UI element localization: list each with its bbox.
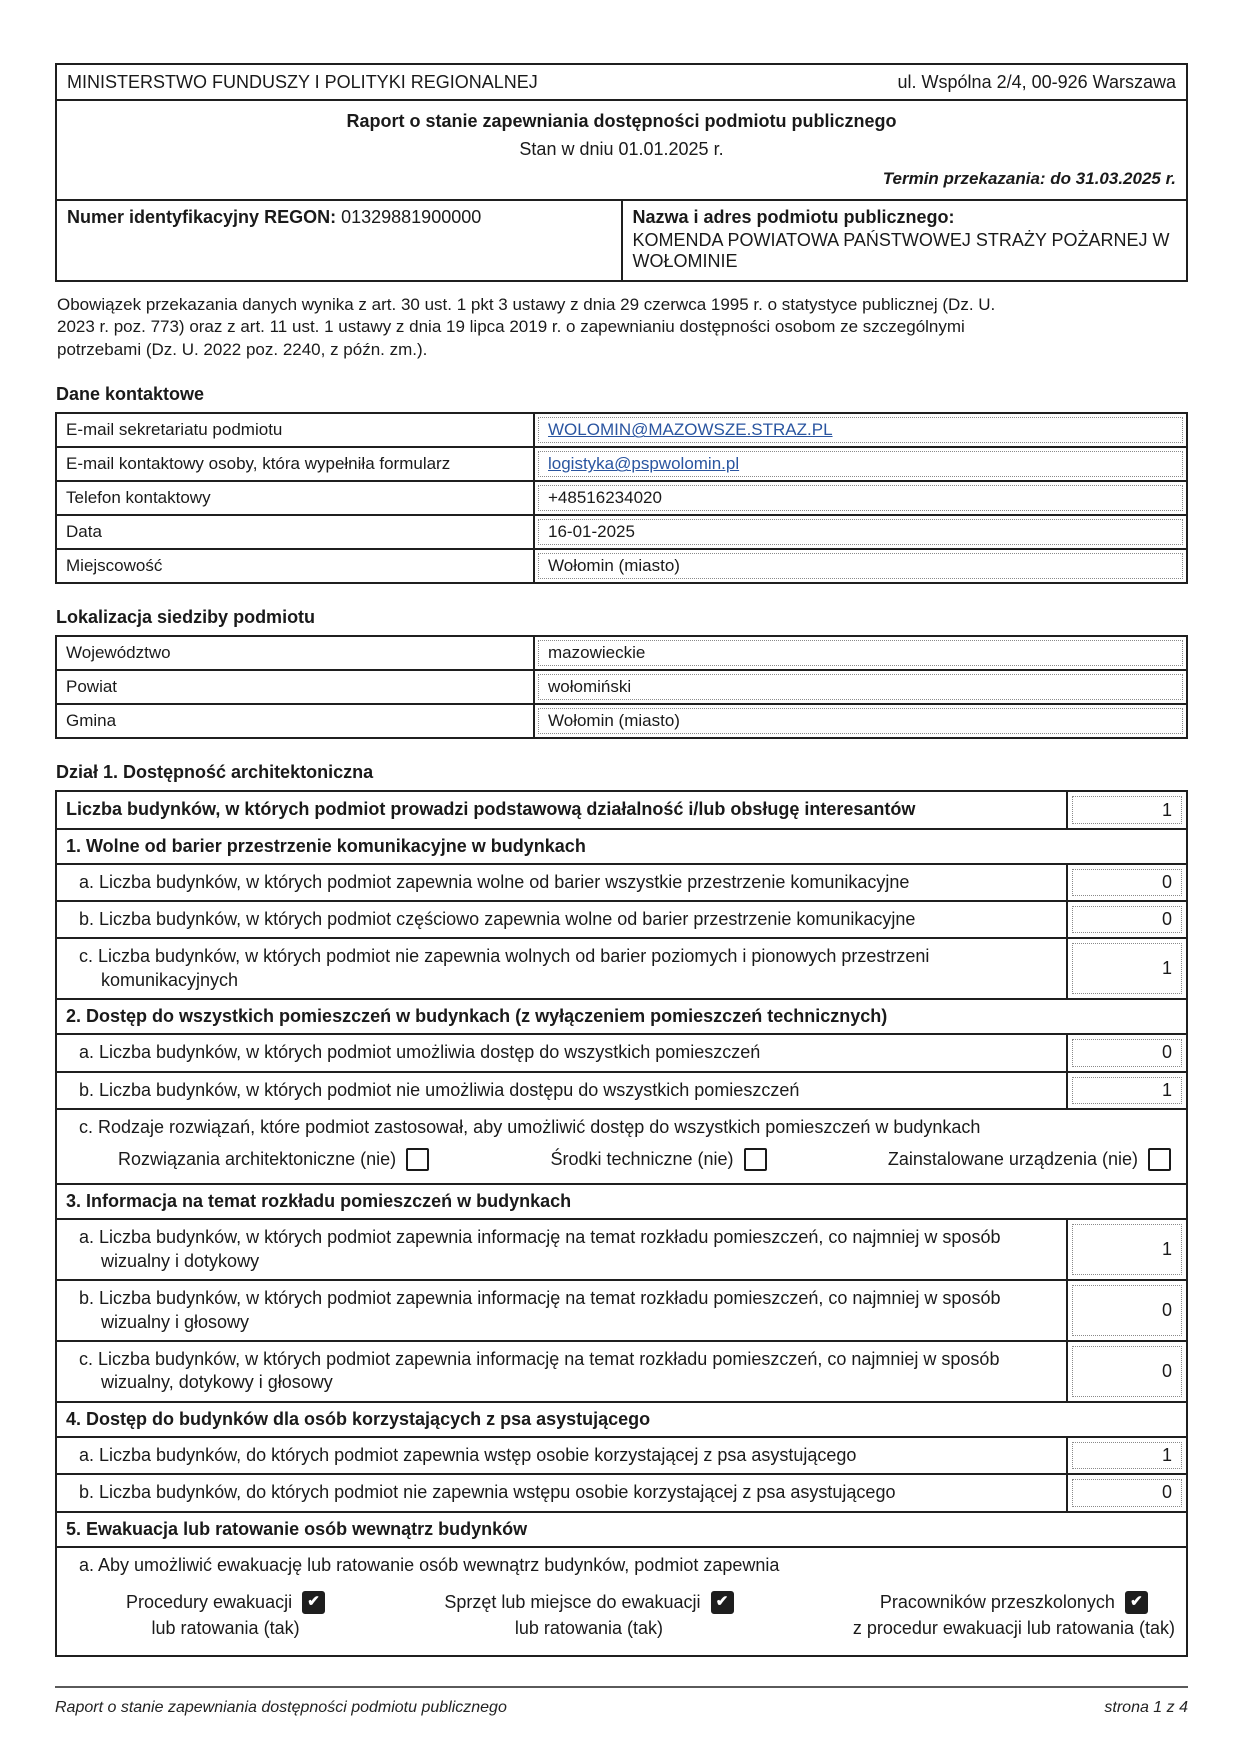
ministry-name: MINISTERSTWO FUNDUSZY I POLITYKI REGIONALNEJ <box>67 71 538 92</box>
city-value: Wołomin (miasto) <box>548 556 680 576</box>
evacuation-procedures-checkbox[interactable] <box>302 1591 325 1614</box>
report-content <box>55 63 1188 1657</box>
phone-value: +48516234020 <box>548 488 662 508</box>
status-date: Stan w dniu 01.01.2025 r. <box>519 139 724 159</box>
section1-table <box>55 790 1188 1657</box>
subsection-header: 1. Wolne od barier przestrzenie komunikacyjne w budynkach <box>56 829 1187 864</box>
checkbox-label: lub ratowania (tak) <box>514 1618 663 1639</box>
field-label: Powiat <box>56 670 534 704</box>
date-field[interactable] <box>538 519 1183 545</box>
voivodeship-field[interactable] <box>538 640 1183 666</box>
table-row <box>56 636 1187 670</box>
regon-label: Numer identyfikacyjny REGON: <box>67 207 337 227</box>
contact-email-link[interactable]: logistyka@pspwolomin.pl <box>548 454 740 474</box>
title-block <box>56 100 1187 200</box>
field-label: Województwo <box>56 636 534 670</box>
number-input[interactable]: 0 <box>1072 1479 1182 1506</box>
number-input[interactable]: 0 <box>1072 869 1182 896</box>
number-input[interactable]: 1 <box>1072 1224 1182 1275</box>
table-row <box>56 1437 1187 1474</box>
number-input[interactable]: 1 <box>1072 943 1182 994</box>
checkbox-item <box>118 1148 429 1171</box>
subsection-header: 2. Dostęp do wszystkich pomieszczeń w budynkach (z wyłączeniem pomieszczeń technicznych) <box>56 999 1187 1034</box>
section1-heading: Dział 1. Dostępność architektoniczna <box>56 762 374 783</box>
table-row <box>56 704 1187 738</box>
field-label: Gmina <box>56 704 534 738</box>
solutions-checkbox-line <box>66 1139 1177 1175</box>
table-row <box>56 1474 1187 1511</box>
question-text: c. Liczba budynków, w których podmiot zapewnia informację na temat rozkładu pomieszczeń, co najmniej w sposób wizualny, dotykowy i głosowy <box>56 1341 1067 1402</box>
question-text: a. Liczba budynków, w których podmiot zapewnia wolne od barier wszystkie przestrzenie komunikacyjne <box>56 864 1067 901</box>
table-row <box>56 1109 1187 1184</box>
footer-document-title: Raport o stanie zapewniania dostępności podmiotu publicznego <box>55 1699 507 1716</box>
question-text: a. Liczba budynków, do których podmiot zapewnia wstęp osobie korzystającej z psa asystującego <box>56 1437 1067 1474</box>
evacuation-row <box>56 1547 1187 1657</box>
table-row <box>56 938 1187 999</box>
question-text: a. Liczba budynków, w których podmiot zapewnia informację na temat rozkładu pomieszczeń, co najmniej w sposób wizualny i dotykowy <box>56 1219 1067 1280</box>
field-label: Miejscowość <box>56 549 534 583</box>
table-row <box>56 1512 1187 1547</box>
trained-staff-checkbox[interactable] <box>1125 1591 1148 1614</box>
document-title: Raport o stanie zapewniania dostępności podmiotu publicznego <box>346 111 897 131</box>
number-input[interactable]: 1 <box>1072 1077 1182 1104</box>
question-text: a. Liczba budynków, w których podmiot umożliwia dostęp do wszystkich pomieszczeń <box>56 1034 1067 1071</box>
secretariat-email-field[interactable] <box>538 417 1183 443</box>
table-row <box>56 413 1187 447</box>
subsection-header: 5. Ewakuacja lub ratowanie osób wewnątrz budynków <box>56 1512 1187 1547</box>
location-heading: Lokalizacja siedziby podmiotu <box>56 607 316 628</box>
number-input[interactable]: 0 <box>1072 1346 1182 1397</box>
evacuation-checkbox-line <box>66 1577 1177 1647</box>
contact-email-field[interactable] <box>538 451 1183 477</box>
checkbox-label: Procedury ewakuacji <box>126 1591 293 1612</box>
commune-value: Wołomin (miasto) <box>548 711 680 731</box>
page-footer <box>55 1686 1188 1717</box>
checkbox-item <box>444 1589 733 1641</box>
table-row <box>56 1280 1187 1341</box>
city-field[interactable] <box>538 553 1183 579</box>
table-row <box>56 1547 1187 1657</box>
contact-table <box>55 412 1188 584</box>
checkbox-label: z procedur ewakuacji lub ratowania (tak) <box>852 1618 1175 1639</box>
solutions-row <box>56 1109 1187 1184</box>
table-row <box>56 1341 1187 1402</box>
table-row <box>56 549 1187 583</box>
voivodeship-value: mazowieckie <box>548 643 646 663</box>
regon-cell <box>56 200 622 281</box>
field-label: Data <box>56 515 534 549</box>
evacuation-equipment-checkbox[interactable] <box>711 1591 734 1614</box>
checkbox-label: Środki techniczne (nie) <box>550 1149 734 1170</box>
contact-heading: Dane kontaktowe <box>56 384 205 405</box>
entity-cell <box>622 200 1188 281</box>
table-row <box>56 515 1187 549</box>
county-value: wołomiński <box>548 677 632 697</box>
checkbox-label: Pracowników przeszkolonych <box>879 1591 1115 1612</box>
table-row <box>56 999 1187 1034</box>
question-text: b. Liczba budynków, w których podmiot częściowo zapewnia wolne od barier przestrzenie komunikacyjne <box>56 901 1067 938</box>
regon-value: 01329881900000 <box>341 207 482 227</box>
checkbox-label: Rozwiązania architektoniczne (nie) <box>118 1149 397 1170</box>
field-label: Telefon kontaktowy <box>56 481 534 515</box>
table-row <box>56 791 1187 828</box>
checkbox-item <box>126 1589 325 1641</box>
footer-page-number: strona 1 z 4 <box>1104 1699 1188 1716</box>
installed-devices-checkbox[interactable] <box>1148 1148 1171 1171</box>
number-input[interactable]: 1 <box>1072 796 1182 823</box>
phone-field[interactable] <box>538 485 1183 511</box>
question-text: b. Liczba budynków, w których podmiot zapewnia informację na temat rozkładu pomieszczeń, co najmniej w sposób wizualny i głosowy <box>56 1280 1067 1341</box>
number-input[interactable]: 0 <box>1072 1039 1182 1066</box>
checkbox-label: Sprzęt lub miejsce do ewakuacji <box>444 1591 701 1612</box>
checkbox-label: lub ratowania (tak) <box>151 1618 300 1639</box>
entity-name: KOMENDA POWIATOWA PAŃSTWOWEJ STRAŻY POŻARNEJ W WOŁOMINIE <box>632 230 1170 271</box>
question-text: b. Liczba budynków, do których podmiot nie zapewnia wstępu osobie korzystającej z psa asystującego <box>56 1474 1067 1511</box>
table-row <box>56 670 1187 704</box>
commune-field[interactable] <box>538 708 1183 734</box>
checkbox-item <box>550 1148 766 1171</box>
architectural-solutions-checkbox[interactable] <box>406 1148 429 1171</box>
technical-means-checkbox[interactable] <box>744 1148 767 1171</box>
table-row <box>56 1072 1187 1109</box>
subsection-header: 3. Informacja na temat rozkładu pomieszczeń w budynkach <box>56 1184 1187 1219</box>
question-text: b. Liczba budynków, w których podmiot nie umożliwia dostępu do wszystkich pomieszczeń <box>56 1072 1067 1109</box>
table-row <box>56 864 1187 901</box>
table-row <box>56 829 1187 864</box>
question-text: c. Rodzaje rozwiązań, które podmiot zastosował, aby umożliwić dostęp do wszystkich pomieszczeń w budynkach <box>79 1117 981 1138</box>
table-row <box>56 1402 1187 1437</box>
legal-note: Obowiązek przekazania danych wynika z art. 30 ust. 1 pkt 3 ustawy z dnia 29 czerwca 1995 r. o statystyce publicznej (Dz. U. 2023 r. poz. 773) oraz z art. 11 ust. 1 ustawy z dnia 19 lipca 2019 r. o zapewnianiu dostępności osobom ze szczególnymi potrzebami (Dz. U. 2022 poz. 2240, z późn. zm.). <box>57 295 996 359</box>
question-text: a. Aby umożliwić ewakuację lub ratowanie osób wewnątrz budynków, podmiot zapewnia <box>79 1554 780 1575</box>
submission-deadline: Termin przekazania: do 31.03.2025 r. <box>882 169 1176 188</box>
ministry-address: ul. Wspólna 2/4, 00-926 Warszawa <box>897 71 1176 92</box>
table-row <box>56 901 1187 938</box>
checkbox-label: Zainstalowane urządzenia (nie) <box>887 1149 1138 1170</box>
county-field[interactable] <box>538 674 1183 700</box>
checkbox-item <box>888 1148 1171 1171</box>
date-value: 16-01-2025 <box>548 522 635 542</box>
subsection-header: 4. Dostęp do budynków dla osób korzystających z psa asystującego <box>56 1402 1187 1437</box>
table-row <box>56 481 1187 515</box>
header-table <box>55 63 1188 282</box>
number-input[interactable]: 1 <box>1072 1442 1182 1469</box>
table-row <box>56 1219 1187 1280</box>
table-row <box>56 447 1187 481</box>
ministry-row <box>56 64 1187 100</box>
question-text: c. Liczba budynków, w których podmiot nie zapewnia wolnych od barier poziomych i pionowych przestrzeni komunikacyjnych <box>56 938 1067 999</box>
question-text: Liczba budynków, w których podmiot prowadzi podstawową działalność i/lub obsługę interesantów <box>56 791 1067 828</box>
table-row <box>56 1184 1187 1219</box>
entity-label: Nazwa i adres podmiotu publicznego: <box>632 207 955 227</box>
field-label: E-mail kontaktowy osoby, która wypełniła formularz <box>56 447 534 481</box>
number-input[interactable]: 0 <box>1072 1285 1182 1336</box>
checkbox-item <box>853 1589 1175 1641</box>
location-table <box>55 635 1188 739</box>
number-input[interactable]: 0 <box>1072 906 1182 933</box>
table-row <box>56 1034 1187 1071</box>
secretariat-email-link[interactable]: WOLOMIN@MAZOWSZE.STRAZ.PL <box>548 420 833 440</box>
field-label: E-mail sekretariatu podmiotu <box>56 413 534 447</box>
